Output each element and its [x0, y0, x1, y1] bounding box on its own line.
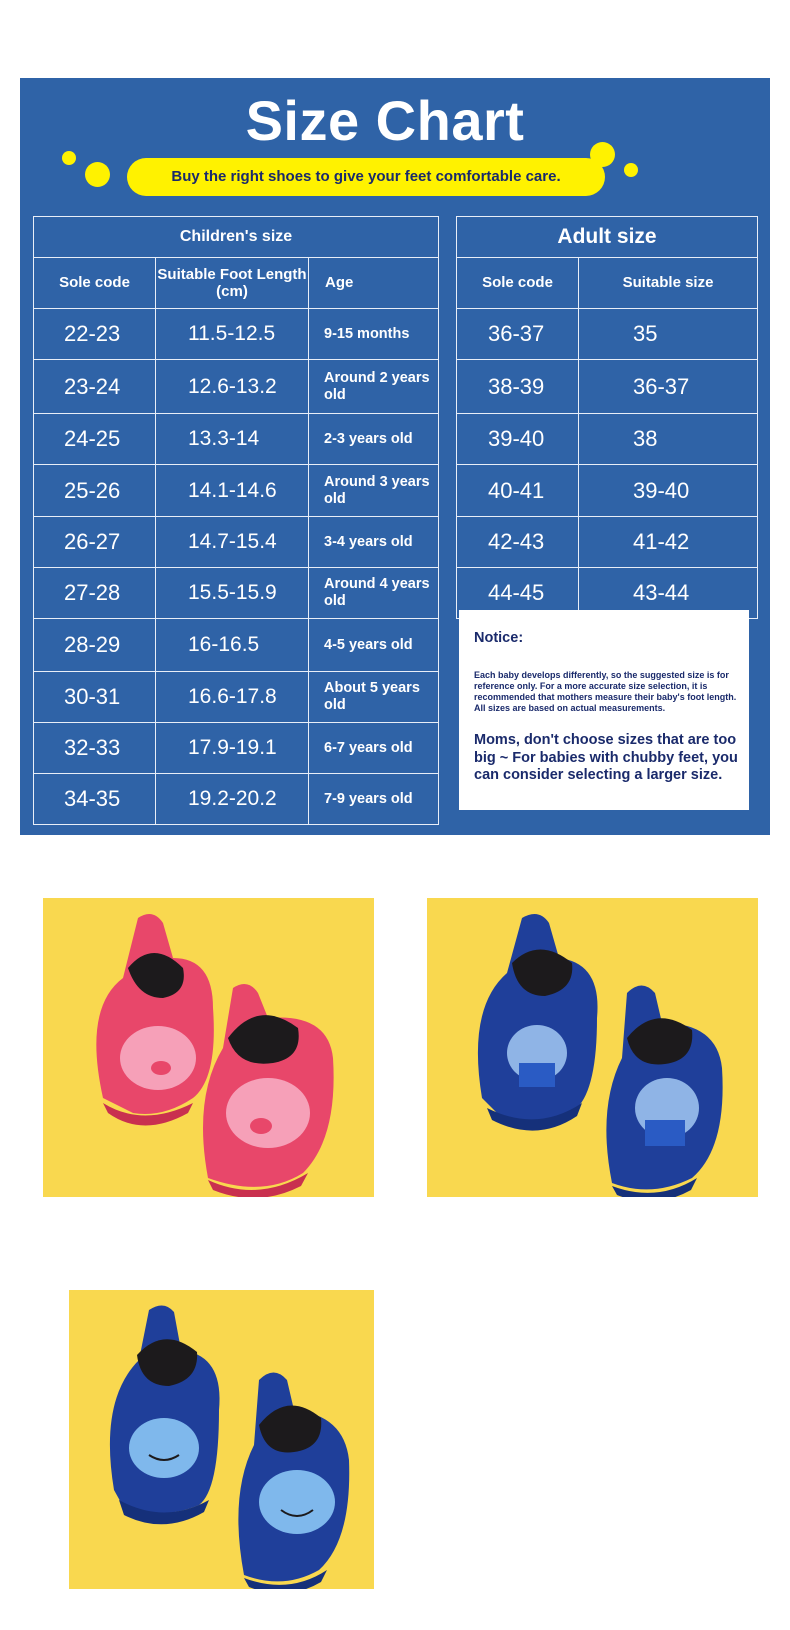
- table-row: [457, 309, 758, 360]
- adult-sole-code-cell: 39-40: [457, 414, 579, 465]
- table-row: [457, 414, 758, 465]
- column-header-age: Age: [309, 258, 439, 309]
- table-row: [457, 517, 758, 568]
- foot-length-cell: 17.9-19.1: [156, 723, 309, 774]
- table-row: [34, 568, 439, 619]
- table-row: [34, 309, 439, 360]
- notice-emphasis: Moms, don't choose sizes that are too big ~ For babies with chubby feet, you can consider selecting a larger size.: [474, 732, 738, 784]
- product-photo-whale: [69, 1290, 374, 1589]
- size-chart-panel: [20, 78, 770, 835]
- foot-length-cell: 19.2-20.2: [156, 774, 309, 825]
- age-cell: 6-7 years old: [309, 723, 439, 774]
- age-cell: Around 2 years old: [309, 360, 439, 414]
- adult-size-cell: 38: [579, 414, 758, 465]
- table-row: [34, 723, 439, 774]
- age-cell: About 5 years old: [309, 672, 439, 723]
- sole-code-cell: 26-27: [34, 517, 156, 568]
- table-row: [457, 465, 758, 517]
- adult-sole-code-cell: 42-43: [457, 517, 579, 568]
- age-cell: 7-9 years old: [309, 774, 439, 825]
- decor-dot: [85, 162, 110, 187]
- subtitle-banner: Buy the right shoes to give your feet comfortable care.: [127, 158, 605, 196]
- sole-code-cell: 24-25: [34, 414, 156, 465]
- blue-whale-shoes-image: [69, 1290, 374, 1589]
- table-row: [34, 414, 439, 465]
- adult-size-cell: 39-40: [579, 465, 758, 517]
- sole-code-cell: 34-35: [34, 774, 156, 825]
- page-title: Size Chart: [245, 89, 525, 152]
- children-size-table: [33, 216, 439, 825]
- product-photo-pink: [43, 898, 374, 1197]
- age-cell: 4-5 years old: [309, 619, 439, 672]
- sole-code-cell: 30-31: [34, 672, 156, 723]
- foot-length-cell: 16-16.5: [156, 619, 309, 672]
- foot-length-cell: 12.6-13.2: [156, 360, 309, 414]
- decor-dot: [624, 163, 638, 177]
- foot-length-cell: 11.5-12.5: [156, 309, 309, 360]
- adult-size-table: [456, 216, 758, 619]
- foot-length-cell: 14.7-15.4: [156, 517, 309, 568]
- table-row: [34, 360, 439, 414]
- foot-length-cell: 13.3-14: [156, 414, 309, 465]
- column-header-foot-length: Suitable Foot Length (cm): [156, 258, 309, 309]
- notice-body: Each baby develops differently, so the suggested size is for reference only. For a more accurate size selection, it is recommended that mothers measure their baby's foot length. All sizes are based on actual measurements.: [474, 670, 737, 713]
- adult-sole-code-cell: 38-39: [457, 360, 579, 414]
- blue-elephant-shoes-image: [427, 898, 758, 1197]
- product-photo-elephant: [427, 898, 758, 1197]
- foot-length-cell: 14.1-14.6: [156, 465, 309, 517]
- notice-box: [459, 610, 749, 810]
- column-header-sole-code: Sole code: [34, 258, 156, 309]
- sole-code-cell: 25-26: [34, 465, 156, 517]
- adult-size-cell: 35: [579, 309, 758, 360]
- table-row: [34, 619, 439, 672]
- age-cell: Around 3 years old: [309, 465, 439, 517]
- age-cell: 9-15 months: [309, 309, 439, 360]
- adult-sole-code-cell: 40-41: [457, 465, 579, 517]
- adult-size-cell: 41-42: [579, 517, 758, 568]
- sole-code-cell: 23-24: [34, 360, 156, 414]
- notice-title: Notice:: [474, 630, 524, 646]
- table-row: [34, 774, 439, 825]
- sole-code-cell: 28-29: [34, 619, 156, 672]
- sole-code-cell: 32-33: [34, 723, 156, 774]
- adult-size-cell: 36-37: [579, 360, 758, 414]
- table-row: [34, 517, 439, 568]
- adult-sole-code-cell: 44-45: [457, 568, 579, 619]
- adult-size-cell: 43-44: [579, 568, 758, 619]
- sole-code-cell: 22-23: [34, 309, 156, 360]
- adult-table-title: Adult size: [457, 217, 758, 258]
- sole-code-cell: 27-28: [34, 568, 156, 619]
- children-table-title: Children's size: [34, 217, 439, 258]
- foot-length-cell: 15.5-15.9: [156, 568, 309, 619]
- table-row: [457, 360, 758, 414]
- column-header-suitable-size: Suitable size: [579, 258, 758, 309]
- foot-length-cell: 16.6-17.8: [156, 672, 309, 723]
- column-header-sole-code: Sole code: [457, 258, 579, 309]
- age-cell: 3-4 years old: [309, 517, 439, 568]
- age-cell: 2-3 years old: [309, 414, 439, 465]
- table-row: [34, 465, 439, 517]
- pink-pig-shoes-image: [43, 898, 374, 1197]
- decor-dot: [62, 151, 76, 165]
- age-cell: Around 4 years old: [309, 568, 439, 619]
- table-row: [34, 672, 439, 723]
- adult-sole-code-cell: 36-37: [457, 309, 579, 360]
